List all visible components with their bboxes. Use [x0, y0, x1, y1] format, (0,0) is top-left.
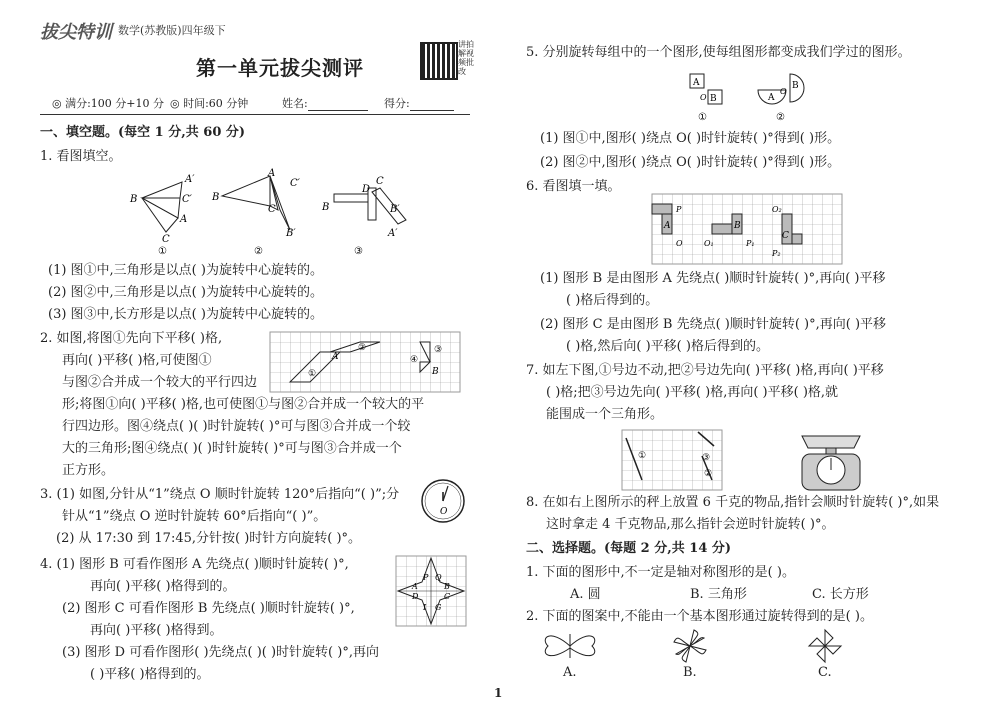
svg-text:C: C [782, 231, 789, 241]
q1-title: 1. 看图填空。 [40, 149, 122, 164]
q1-figures [130, 170, 430, 255]
svg-text:I: I [423, 603, 427, 612]
page-number: 1 [494, 686, 503, 700]
q2-line: 正方形。 [62, 463, 115, 478]
q3-line: 3. (1) 如图,分针从“1”绕点 O 顺时针旋转 120°后指向“( )”;分 [40, 487, 400, 502]
q4-line: (2) 图形 C 可看作图形 B 先绕点( )顺时针旋转( )°, [62, 601, 355, 616]
svg-text:C: C [444, 592, 451, 601]
qr-code-icon[interactable] [420, 42, 458, 80]
q6-line: ( )格,然后向( )平移( )格后得到的。 [566, 339, 769, 354]
svg-text:A′: A′ [185, 174, 195, 185]
scale-figure [796, 430, 866, 492]
svg-text:D: D [412, 592, 419, 601]
svg-text:A: A [412, 582, 418, 591]
choice-1: 1. 下面的图形中,不一定是轴对称图形的是( )。 [526, 565, 795, 580]
series-label: 数学(苏教版)四年级下 [118, 24, 226, 37]
q6-line: 6. 看图填一填。 [526, 179, 621, 194]
qr-caption: 讲拍解视频批改 [458, 40, 474, 76]
q5-line: (1) 图①中,图形( )绕点 O( )时针旋转( )°得到( )形。 [540, 131, 841, 146]
time-limit: ◎ 时间:60 分钟 [170, 97, 249, 110]
q6-line: (1) 图形 B 是由图形 A 先绕点( )顺时针旋转( )°,再向( )平移 [540, 271, 886, 286]
q8-line: 8. 在如右上图所示的秤上放置 6 千克的物品,指针会顺时针旋转( )°,如果 [526, 495, 940, 510]
q2-line: 再向( )平移( )格,可使图① [62, 353, 212, 368]
svg-text:B: B [130, 194, 138, 205]
q2-line: 大的三角形;图④绕点( )( )时针旋转( )°可与图③合并成一个 [62, 441, 402, 456]
svg-text:O₁: O₁ [704, 239, 714, 248]
svg-text:O: O [780, 87, 787, 96]
choice-2: 2. 下面的图案中,不能由一个基本图形通过旋转得到的是( )。 [526, 609, 873, 624]
q2-line: 形;将图①向( )平移( )格,也可使图①与图②合并成一个较大的平 [62, 397, 425, 412]
svg-text:②: ② [704, 469, 713, 479]
q4-line: 4. (1) 图形 B 可看作图形 A 先绕点( )顺时针旋转( )°, [40, 557, 349, 572]
fig-label: ② [254, 246, 263, 257]
svg-text:A: A [664, 221, 671, 231]
choice-1-opt[interactable]: B. 三角形 [690, 587, 747, 602]
q3-line: 针从“1”绕点 O 逆时针旋转 60°后指向“( )”。 [62, 509, 327, 524]
choice-2-opt[interactable]: A. [563, 665, 577, 680]
clock-figure [420, 478, 466, 524]
svg-text:D: D [362, 184, 371, 195]
svg-text:B: B [444, 582, 450, 591]
q6-grid-figure [652, 194, 842, 264]
choice-1-opt[interactable]: C. 长方形 [812, 587, 869, 602]
section-choice: 二、选择题。(每题 2 分,共 14 分) [526, 541, 732, 556]
q5-figures [680, 72, 820, 124]
svg-text:B′: B′ [390, 204, 400, 215]
q6-line: (2) 图形 C 是由图形 B 先绕点( )顺时针旋转( )°,再向( )平移 [540, 317, 887, 332]
choice-2-opt[interactable]: B. [683, 665, 697, 680]
q4-line: ( )平移( )格得到的。 [90, 667, 210, 682]
svg-text:②: ② [358, 343, 367, 353]
q2-grid-figure [270, 332, 460, 392]
svg-text:O: O [700, 93, 707, 102]
svg-text:P: P [423, 573, 429, 582]
svg-text:①: ① [308, 369, 317, 379]
star-grid-figure [396, 556, 466, 626]
full-marks: ◎ 满分:100 分+10 分 [52, 97, 165, 110]
q3-line: (2) 从 17:30 到 17:45,分针按( )时针方向旋转( )°。 [56, 531, 362, 546]
q2-line: 2. 如图,将图①先向下平移( )格, [40, 331, 223, 346]
svg-text:P₂: P₂ [772, 249, 781, 258]
fig-label: ① [158, 246, 167, 257]
choice-2-patterns [540, 628, 900, 664]
svg-text:P₁: P₁ [746, 239, 755, 248]
svg-text:B: B [432, 367, 439, 377]
svg-text:B: B [212, 192, 220, 203]
q5-line: (2) 图②中,图形( )绕点 O( )时针旋转( )°得到( )形。 [540, 155, 841, 170]
section-fill-blanks: 一、填空题。(每空 1 分,共 60 分) [40, 125, 246, 140]
q1-line: (2) 图②中,三角形是以点( )为旋转中心旋转的。 [48, 285, 323, 300]
svg-text:B: B [710, 94, 717, 104]
svg-text:O: O [676, 239, 683, 248]
header-divider [40, 114, 470, 115]
q5-line: 5. 分别旋转每组中的一个图形,使每组图形都变成我们学过的图形。 [526, 45, 911, 60]
windmill-icon [809, 630, 841, 662]
q6-line: ( )格后得到的。 [566, 293, 659, 308]
svg-text:B: B [734, 221, 741, 231]
svg-text:①: ① [638, 451, 647, 461]
svg-text:O: O [440, 507, 448, 517]
q2-line: 与图②合并成一个较大的平行四边 [62, 375, 258, 390]
choice-2-opt[interactable]: C. [818, 665, 832, 680]
brand-logo: 拔尖特训 [40, 22, 112, 43]
q8-line: 这时拿走 4 千克物品,那么指针会逆时针旋转( )°。 [546, 517, 835, 532]
q2-line: 行四边形。图④绕点( )( )时针旋转( )°可与图③合并成一个较 [62, 419, 411, 434]
svg-text:C: C [376, 176, 384, 187]
q7-line: ( )格;把③号边先向( )平移( )格,再向( )平移( )格,就 [546, 385, 839, 400]
fig-label: ① [698, 112, 707, 123]
pinwheel-icon [674, 630, 706, 662]
svg-text:G: G [435, 603, 442, 612]
q4-line: (3) 图形 D 可看作图形( )先绕点( )( )时针旋转( )°,再向 [62, 645, 379, 660]
svg-text:A: A [332, 352, 339, 362]
svg-text:A: A [693, 78, 700, 88]
score-field[interactable] [384, 95, 454, 111]
svg-text:④: ④ [410, 355, 419, 365]
q7-line: 能围成一个三角形。 [546, 407, 664, 422]
q4-line: 再向( )平移( )格得到的。 [90, 579, 236, 594]
svg-text:A: A [180, 214, 188, 225]
svg-text:B′: B′ [286, 228, 296, 239]
choice-1-opt[interactable]: A. 圆 [570, 587, 601, 602]
svg-text:P: P [676, 205, 682, 214]
svg-text:C′: C′ [182, 194, 192, 205]
svg-text:C: C [162, 234, 170, 245]
svg-text:A′: A′ [388, 228, 398, 239]
page-title: 第一单元拔尖测评 [196, 56, 364, 80]
q4-line: 再向( )平移( )格得到。 [90, 623, 223, 638]
svg-text:Q: Q [435, 573, 442, 582]
q7-line: 7. 如左下图,①号边不动,把②号边先向( )平移( )格,再向( )平移 [526, 363, 884, 378]
svg-text:B: B [792, 81, 799, 91]
svg-text:O₂: O₂ [772, 205, 782, 214]
svg-text:A: A [768, 93, 775, 103]
svg-text:③: ③ [702, 453, 711, 463]
fig-label: ③ [354, 246, 363, 257]
score-label: 得分: [384, 97, 410, 110]
svg-text:A: A [268, 168, 276, 179]
svg-text:C: C [268, 204, 276, 215]
svg-text:B: B [322, 202, 330, 213]
fig-label: ② [776, 112, 785, 123]
q1-line: (3) 图③中,长方形是以点( )为旋转中心旋转的。 [48, 307, 323, 322]
svg-text:C′: C′ [290, 178, 300, 189]
q7-grid-figure [622, 430, 722, 490]
q1-line: (1) 图①中,三角形是以点( )为旋转中心旋转的。 [48, 263, 323, 278]
name-label: 姓名: [282, 97, 308, 110]
svg-text:③: ③ [434, 345, 443, 355]
name-field[interactable] [282, 95, 368, 111]
